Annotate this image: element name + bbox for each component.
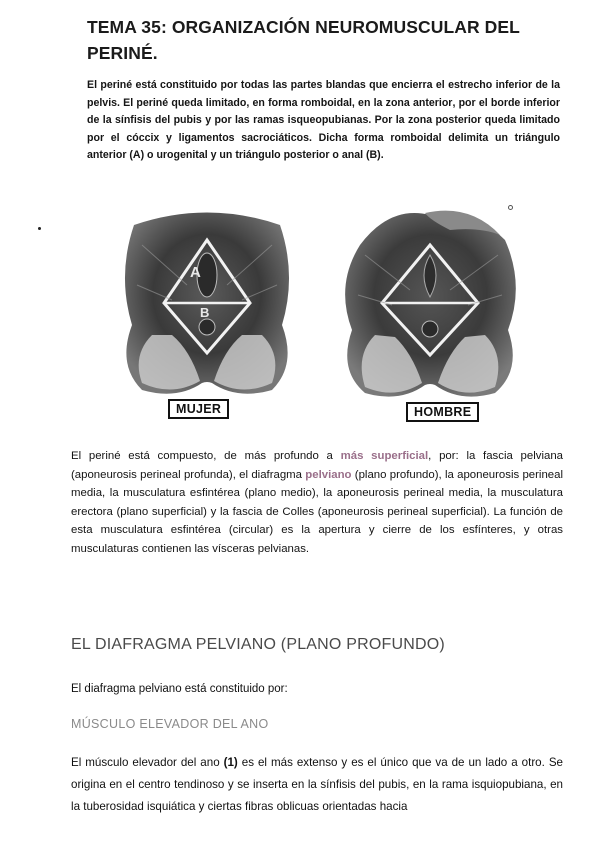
composition-text: El periné está compuesto, de más profundo a bbox=[71, 450, 341, 462]
composition-text: (plano profundo), la aponeurosis perineal media, la musculatura esfintérea (plano medio), la aponeurosis perineal media, la musculatura erectora (plano superficial) y la fascia de Colles (aponeurosis perineal superficial). La función de esta musculatura esfintérea (circular) es la apertura y cierre de los esfínteres, y otras musculaturas contienen las vísceras pelvianas. bbox=[71, 468, 563, 555]
page-title: TEMA 35: ORGANIZACIÓN NEUROMUSCULAR DEL PERINÉ. bbox=[87, 17, 520, 63]
levator-ref: (1) bbox=[223, 756, 238, 769]
levator-paragraph bbox=[71, 752, 563, 818]
intro-text: queda limitado por el cóccix y ligamentos sacrociáticos. Dicha forma romboidal delimita un triángulo anterior (A) o urogenital y un triángulo posterior o anal (B). bbox=[87, 114, 560, 161]
levator-text: El músculo elevador del ano bbox=[71, 756, 224, 769]
male-perineum-illustration bbox=[330, 205, 530, 400]
triangle-a-label: A bbox=[190, 264, 201, 281]
composition-text: , por: la fascia pelviana (aponeurosis perineal profunda), el diafragma bbox=[71, 450, 563, 481]
composition-paragraph bbox=[71, 447, 563, 559]
intro-paragraph bbox=[87, 77, 560, 165]
female-caption: MUJER bbox=[168, 399, 229, 419]
male-caption: HOMBRE bbox=[406, 402, 479, 422]
section-heading: EL DIAFRAGMA PELVIANO (PLANO PROFUNDO) bbox=[71, 636, 445, 653]
female-perineum-figure bbox=[112, 205, 302, 415]
intro-text: , por el borde inferior de la sínfisis del pubis y por las ramas isqueopubianas. Por la bbox=[87, 96, 560, 126]
triangle-b-label: B bbox=[200, 305, 210, 320]
stray-mark bbox=[38, 227, 41, 230]
male-perineum-figure bbox=[330, 205, 530, 415]
zona-anterior-term: zona anterior bbox=[385, 96, 453, 109]
levator-text: es el más extenso y es el único que va de un lado a otro. Se origina en el centro tendinoso y se inserta en la sínfisis del pubis, en la rama isquiopubiana, en la tuberosidad isquiática y ciertas fibras oblicuas orientadas hacia bbox=[71, 756, 563, 813]
subsection-heading: MÚSCULO ELEVADOR DEL ANO bbox=[71, 717, 269, 731]
highlighted-term: pelviano bbox=[305, 468, 352, 481]
highlighted-term: más superficial bbox=[340, 450, 429, 462]
section-intro: El diafragma pelviano está constituido por: bbox=[71, 683, 288, 695]
zona-posterior-term: zona posterior bbox=[407, 114, 482, 126]
female-perineum-illustration bbox=[112, 205, 302, 400]
intro-text: El periné está constituido por todas las partes blandas que encierra el estrecho inferior de la pelvis. El periné queda limitado, en forma romboidal, en la bbox=[87, 79, 560, 109]
